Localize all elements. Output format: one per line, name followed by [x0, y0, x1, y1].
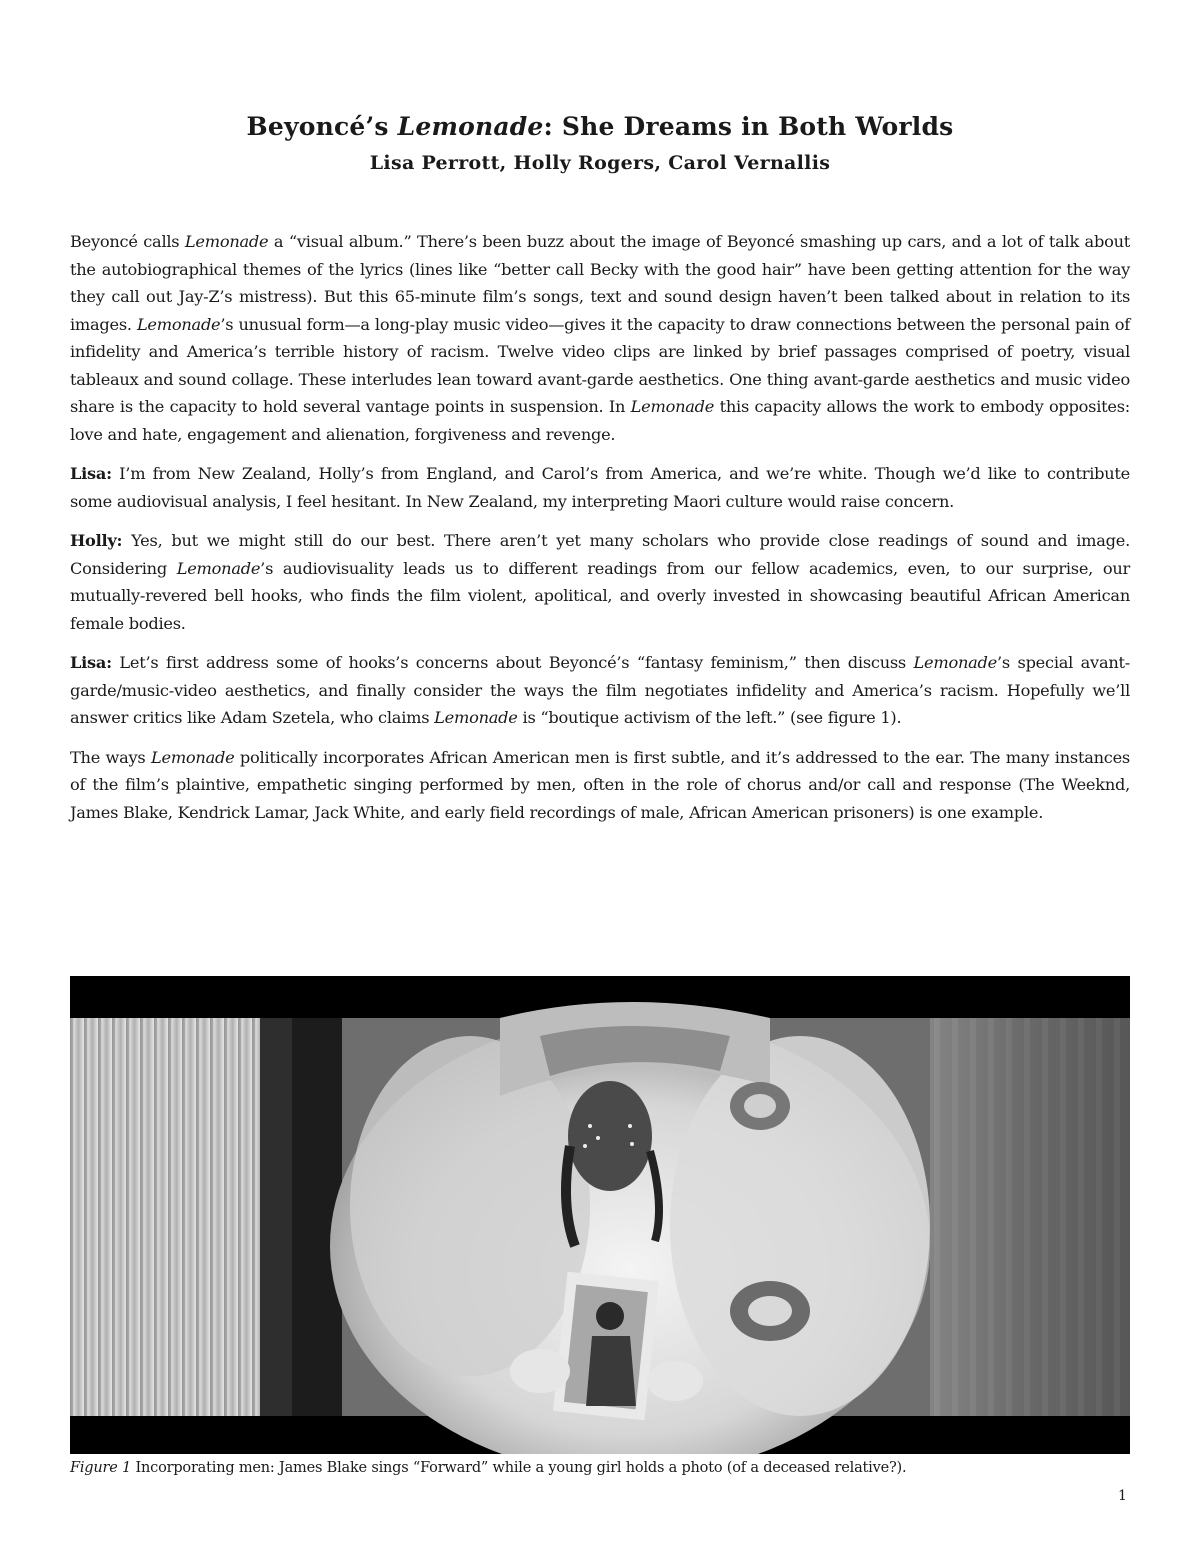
text-run: politically incorporates African American men is first subtle, and it’s addressed to the ear. The many instances of the film’s plaintive, empathetic singing performed by men, often in the role of chorus and/or call and response (The Weeknd, James Blake, Kendrick Lamar, Jack White, and early field recordings of male, African American prisoners) is one example. [70, 747, 1130, 822]
text-run: this capacity allows the work to embody opposites: love and hate, engagement and alienation, forgiveness and revenge. [70, 397, 1130, 444]
frame-content [70, 1002, 1130, 1454]
italic-work: Lemonade [176, 558, 261, 578]
text-run: I’m from New Zealand, Holly’s from England, and Carol’s from America, and we’re white. Though we’d like to contribute some audiovisual analysis, I feel hesitant. In New Zealand, my interpreting Maori culture would raise concern. [70, 464, 1130, 511]
text-run: is “boutique activism of the left.” (see figure 1). [517, 708, 902, 727]
curtain-left [70, 1018, 260, 1416]
girl-face [568, 1081, 652, 1191]
text-run: Let’s first address some of hooks’s concerns about Beyoncé’s “fantasy feminism,” then discuss [111, 653, 914, 672]
paragraph-1 [70, 228, 1130, 448]
speaker-label: Holly: [70, 531, 123, 550]
paragraph-2 [70, 460, 1130, 515]
text-run: The ways [70, 747, 151, 767]
italic-work: Lemonade [434, 708, 518, 727]
speaker-label: Lisa: [70, 653, 112, 672]
text-run: a “visual album.” There’s been buzz about the image of Beyoncé smashing up cars, and a lot of talk about the autobiographical themes of the lyrics (lines like “better call Becky with the good hair” have been getting attention for the way they call out Jay-Z’s mistress). But this 65-minute film’s songs, text and sound design haven’t been talked about in relation to its images. [70, 232, 1130, 334]
film-still-illustration [70, 976, 1130, 1454]
figure-label: Figure 1 [70, 1460, 132, 1476]
italic-work: Lemonade [184, 232, 269, 251]
page-number: 1 [1118, 1488, 1127, 1504]
article-body [70, 228, 1130, 838]
text-run: Beyoncé calls [70, 232, 185, 251]
paragraph-5 [70, 744, 1130, 827]
italic-work: Lemonade [136, 314, 221, 334]
figure-caption [70, 1460, 1130, 1476]
text-run: ’s unusual form—a long-play music video—gives it the capacity to draw connections between the personal pain of infidelity and America’s terrible history of racism. Twelve video clips are linked by brief passages comprised of poetry, visual tableaux and sound collage. These interludes lean toward avant-garde aesthetics. One thing avant-garde aesthetics and music video share is the capacity to hold several vantage points in suspension. In [70, 314, 1130, 416]
author-list: Lisa Perrott, Holly Rogers, Carol Vernallis [369, 152, 831, 174]
title-prefix: Beyoncé’s [246, 112, 398, 141]
italic-work: Lemonade [913, 653, 997, 672]
caption-text: Incorporating men: James Blake sings “Forward” while a young girl holds a photo (of a deceased relative?). [131, 1460, 907, 1476]
italic-work: Lemonade [150, 747, 235, 767]
text-run: ’s special avant-garde/music-video aesthetics, and finally consider the ways the film negotiates infidelity and America’s racism. Hopefully we’ll answer critics like Adam Szetela, who claims [70, 653, 1130, 727]
italic-work: Lemonade [630, 397, 715, 416]
text-run: Yes, but we might still do our best. There aren’t yet many scholars who provide close readings of sound and image. Considering [70, 531, 1130, 578]
paragraph-4 [70, 649, 1130, 732]
speaker-label: Lisa: [70, 464, 112, 483]
figure-1-image [70, 976, 1130, 1454]
paper-title [0, 112, 1200, 141]
title-suffix: : She Dreams in Both Worlds [543, 112, 954, 141]
paragraph-3 [70, 527, 1130, 637]
text-run: ’s audiovisuality leads us to different readings from our fellow academics, even, to our surprise, our mutually-revered bell hooks, who finds the film violent, apolitical, and overly invested in showcasing beautiful African American female bodies. [70, 558, 1130, 633]
title-work: Lemonade [397, 112, 544, 141]
